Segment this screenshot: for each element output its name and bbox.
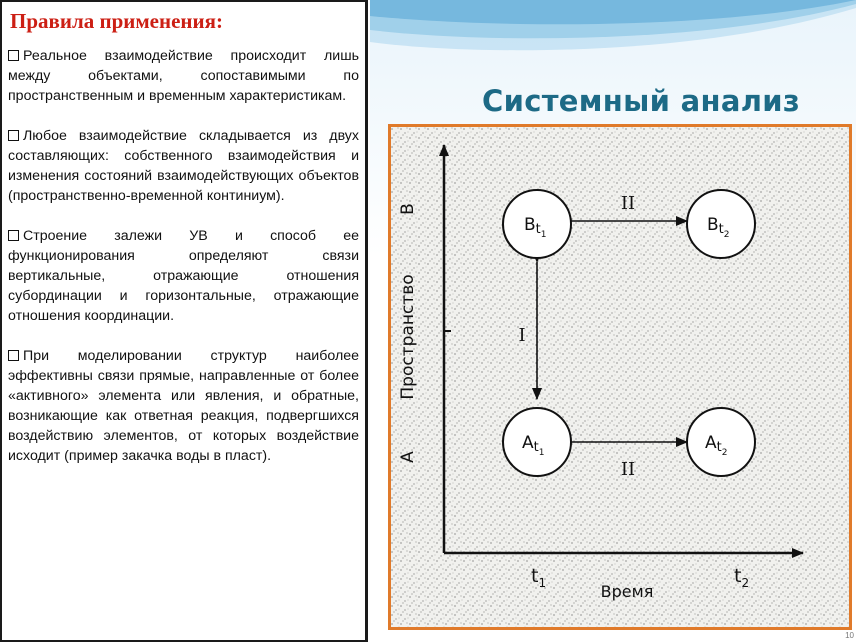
slide-panel [370,0,856,642]
y-tick-a-label: A [398,451,418,463]
rule-text-4: При моделировании структур наиболее эффективны связи прямые, направленные от более «активного» элемента или явления, и обратные, возникающие как ответная реакция, подвергшихся воздействию элементов, от которых воздействие исходит (пример закачка воды в пласт). [8,348,359,464]
rule-paragraph-3 [8,226,359,326]
node-b-t1-label: $Bt_1$ [524,215,547,240]
x-tick-t2-sub: 2 [741,576,750,590]
slide-title: Системный анализ [482,84,801,118]
rule-paragraph-4 [8,346,359,466]
decorative-wave [370,0,856,70]
checkbox-bullet-icon [8,130,19,141]
checkbox-bullet-icon [8,50,19,61]
rule-text-3: Строение залежи УВ и способ ее функционирования определяют связи вертикальные, отражающие отношения субординации и горизонтальные, отражающие отношения координации. [8,228,359,324]
checkbox-bullet-icon [8,350,19,361]
y-tick-b-label: B [398,203,418,215]
edge-label-bottom: II [620,459,636,480]
node-a-t2 [687,408,755,476]
edge-label-vertical: I [518,325,526,346]
x-tick-t2-main: t [734,565,742,587]
x-axis-label: Время [600,582,654,601]
space-time-diagram [391,127,849,627]
page-number: 10 [845,631,854,640]
checkbox-bullet-icon [8,230,19,241]
rule-paragraph-1 [8,46,359,106]
x-tick-t1-main: t [531,565,539,587]
node-b-t1 [503,190,571,258]
rule-text-1: Реальное взаимодействие происходит лишь между объектами, сопоставимыми по пространственным и временным характеристикам. [8,48,359,104]
y-axis-label: Пространство [398,274,418,400]
node-a-t1 [503,408,571,476]
node-b-t2 [687,190,755,258]
rule-text-2: Любое взаимодействие складывается из двух составляющих: собственного взаимодействия и изменения состояний взаимодействующих объектов (пространственно-временной континиум). [8,128,359,204]
diagram-frame [388,124,852,630]
rule-paragraph-2 [8,126,359,206]
node-b-t2-label: $Bt_2$ [707,215,730,240]
x-tick-t1-sub: 1 [538,576,547,590]
node-a-t2-label: $At_2$ [705,433,728,458]
node-a-t1-label: $At_1$ [522,433,545,458]
edge-label-top: II [620,193,636,214]
rules-panel [0,0,368,642]
rules-title: Правила применения: [10,9,223,33]
